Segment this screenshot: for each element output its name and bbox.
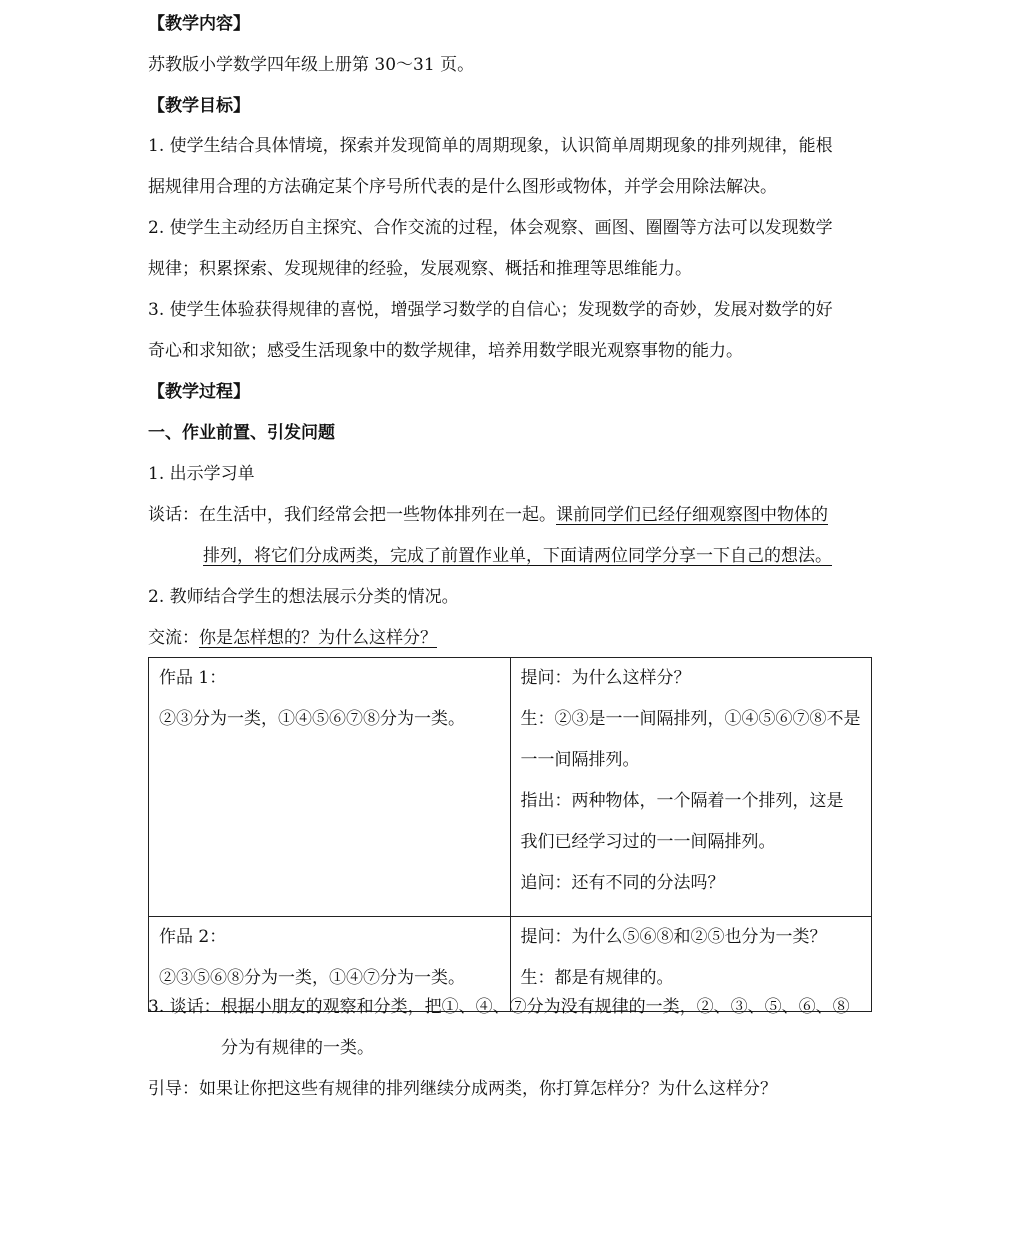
discussion1-cell [510,658,872,917]
discussion1-line: 生：②③是一一间隔排列，①④⑤⑥⑦⑧不是 [520,709,861,729]
discussion1-line: 指出：两种物体，一个隔着一个排列，这是 [520,791,844,811]
talk-line1 [148,503,872,527]
work2-desc: ②③⑤⑥⑧分为一类，①④⑦分为一类。 [159,968,465,988]
discussion2-line: 提问：为什么⑤⑥⑧和②⑤也分为一类？ [520,927,827,947]
talk-underlined-2: 排列，将它们分成两类，完成了前置作业单，下面请两位同学分享一下自己的想法。 [203,546,832,566]
guide-text: 引导：如果让你把这些有规律的排列继续分成两类，你打算怎样分？为什么这样分？ [148,1079,777,1099]
discussion1-line: 一一间隔排列。 [520,750,640,770]
step1-text: 1. 出示学习单 [148,464,255,484]
work1-title: 作品 1： [159,668,227,688]
goal2-line2: 规律；积累探索、发现规律的经验，发展观察、概括和推理等思维能力。 [148,259,692,279]
goal1-line1: 1. 使学生结合具体情境，探索并发现简单的周期现象，认识简单周期现象的排列规律，能根 [148,136,833,156]
step2-text: 2. 教师结合学生的想法展示分类的情况。 [148,587,459,607]
talk-underlined-1: 课前同学们已经仔细观察图中物体的 [556,505,828,525]
content-heading: 【教学内容】 [148,14,250,34]
work2-title: 作品 2： [159,927,227,947]
exchange-prefix: 交流： [148,628,199,648]
exchange-underlined: 你是怎样想的？为什么这样分？ [199,628,437,648]
work1-cell [149,658,511,917]
goal2-line1: 2. 使学生主动经历自主探究、合作交流的过程，体会观察、画图、圈圈等方法可以发现数学 [148,218,833,238]
goal1-line2: 据规律用合理的方法确定某个序号所代表的是什么图形或物体，并学会用除法解决。 [148,177,777,197]
discussion1-line: 我们已经学习过的一一间隔排列。 [520,832,776,852]
discussion1-line: 追问：还有不同的分法吗？ [520,873,725,893]
classification-table [148,657,872,1012]
goal3-line2: 奇心和求知欲；感受生活现象中的数学规律，培养用数学眼光观察事物的能力。 [148,341,743,361]
discussion1-line: 提问：为什么这样分？ [520,668,691,688]
talk-prefix: 谈话：在生活中，我们经常会把一些物体排列在一起。 [148,505,556,525]
talk-line2 [203,544,872,568]
discussion2-line: 生：都是有规律的。 [520,968,674,988]
part1-heading: 一、作业前置、引发问题 [148,423,335,443]
goal3-line1: 3. 使学生体验获得规律的喜悦，增强学习数学的自信心；发现数学的奇妙，发展对数学的好 [148,300,833,320]
table-row [149,658,872,917]
process-heading: 【教学过程】 [148,382,250,402]
step3-line1: 3. 谈话：根据小朋友的观察和分类，把①、④、⑦分为没有规律的一类，②、③、⑤、⑥、⑧ [148,997,850,1017]
work1-desc: ②③分为一类，①④⑤⑥⑦⑧分为一类。 [159,709,465,729]
exchange-line [148,626,872,650]
goals-heading: 【教学目标】 [148,96,250,116]
step3-line2: 分为有规律的一类。 [221,1038,374,1058]
content-text: 苏教版小学数学四年级上册第 30～31 页。 [148,55,475,75]
